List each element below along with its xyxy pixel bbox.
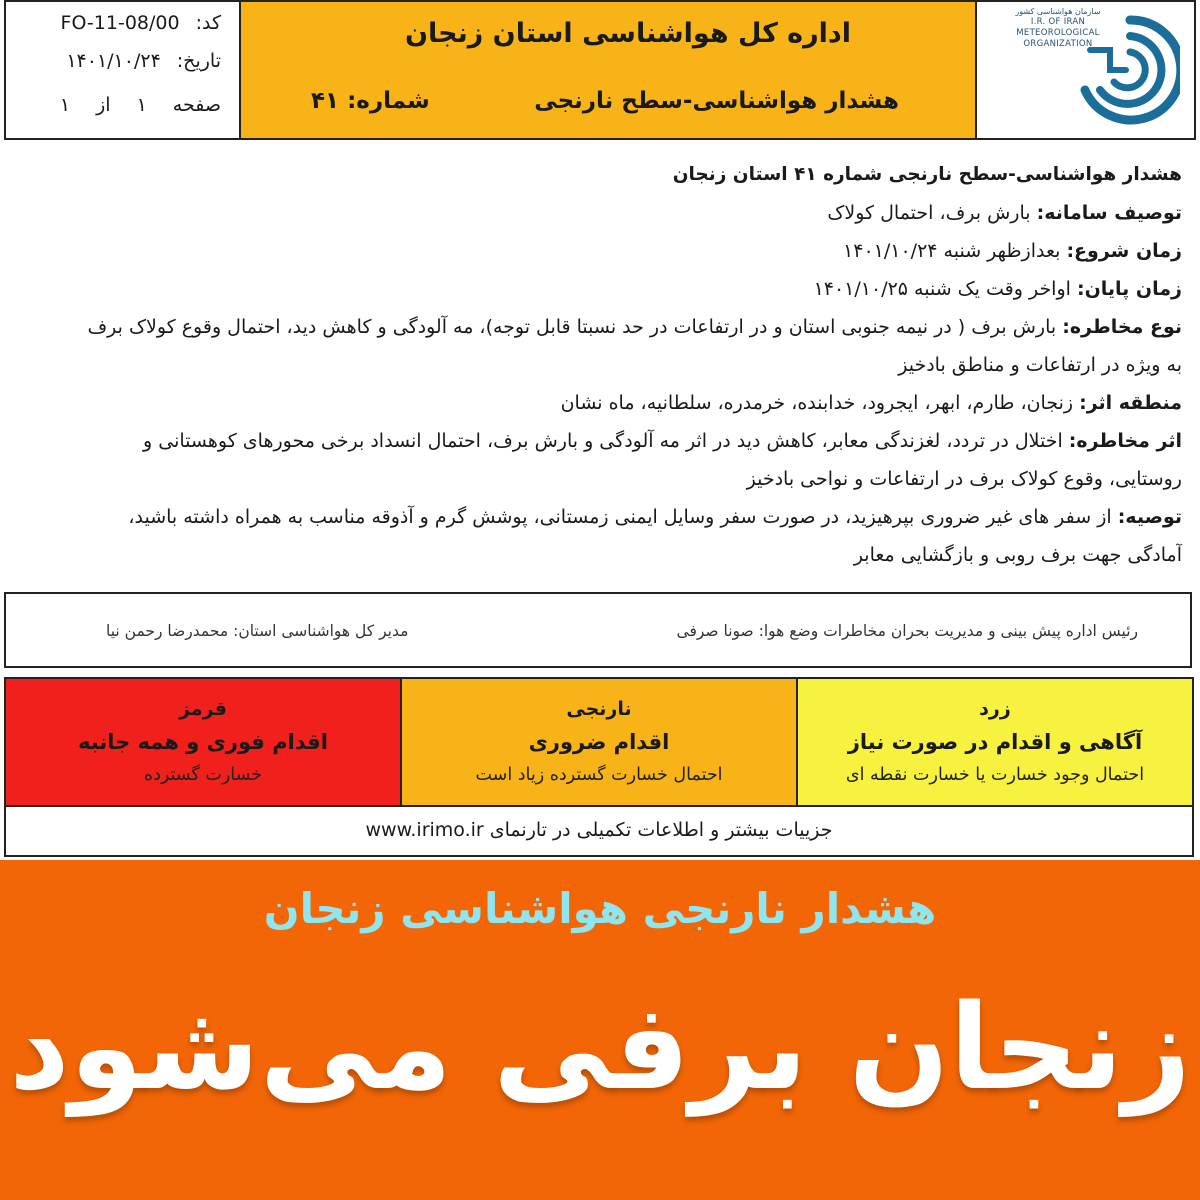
warning-level-legend <box>4 677 1194 807</box>
legend-red-name: قرمز <box>179 698 227 720</box>
page-total: ۱ <box>59 94 71 116</box>
system-value: بارش برف، احتمال کولاک <box>827 202 1037 224</box>
banner-headline: زنجان برفی می‌شود <box>9 978 1191 1116</box>
legend-red <box>6 679 402 805</box>
director-signature: مدیر کل هواشناسی استان: محمدرضا رحمن نیا <box>106 622 409 640</box>
org-name-en-3: ORGANIZATION <box>1023 39 1093 49</box>
signature-box <box>4 592 1192 668</box>
legend-red-action: اقدام فوری و همه جانبه <box>78 730 328 754</box>
banner-subtitle: هشدار نارنجی هواشناسی زنجان <box>263 884 937 933</box>
legend-orange-action: اقدام ضروری <box>528 730 670 754</box>
date-label: تاریخ: <box>176 50 221 72</box>
news-banner <box>0 860 1200 1200</box>
hazard-impact <box>6 422 1182 460</box>
warning-body <box>6 156 1182 574</box>
impact-label: اثر مخاطره: <box>1068 430 1182 452</box>
logo-cell <box>977 2 1194 138</box>
document-header <box>4 0 1196 140</box>
warning-heading: هشدار هواشناسی-سطح نارنجی شماره ۴۱ استان زنجان <box>672 164 1182 185</box>
forecast-head-signature: رئیس اداره پیش بینی و مدیریت بحران مخاطرات وضع هوا: صونا صرفی <box>676 622 1138 640</box>
hazard-value: بارش برف ( در نیمه جنوبی استان و در ارتفاعات در حد نسبتا قابل توجه)، مه آلودگی و کاهش دید، احتمال وقوع کولاک برف <box>87 316 1063 338</box>
start-value: بعدازظهر شنبه ۱۴۰۱/۱۰/۲۴ <box>843 240 1067 262</box>
advice-continued: آمادگی جهت برف روبی و بازگشایی معابر <box>853 544 1182 566</box>
advice-value: از سفر های غیر ضروری بپرهیزید، در صورت سفر وسایل ایمنی زمستانی، پوشش گرم و آذوقه مناسب به همراه داشته باشید، <box>128 506 1118 528</box>
advice-label: توصیه: <box>1117 506 1182 528</box>
office-title: اداره کل هواشناسی استان زنجان <box>404 18 852 49</box>
org-name-en-2: METEOROLOGICAL <box>1016 28 1100 38</box>
page-of: از <box>96 94 111 116</box>
header-title-cell <box>239 2 977 138</box>
warning-number: شماره: ۴۱ <box>311 88 430 114</box>
advice <box>6 498 1182 536</box>
header-meta-cell <box>6 2 239 138</box>
code-row <box>61 12 221 34</box>
org-name-en-1: I.R. OF IRAN <box>1030 17 1086 27</box>
hazard-type <box>6 308 1182 346</box>
legend-yellow <box>798 679 1192 805</box>
meteorological-organization-logo-icon <box>1070 10 1180 130</box>
start-label: زمان شروع: <box>1066 240 1182 262</box>
hazard-impact-continued: روستایی، وقوع کولاک برف در ارتفاعات و نواحی بادخیز <box>746 468 1182 490</box>
org-name-fa: سازمان هواشناسی کشور <box>1015 7 1101 16</box>
area-label: منطقه اثر: <box>1079 392 1182 414</box>
legend-orange-name: نارنجی <box>566 698 632 720</box>
area-value: زنجان، طارم، ابهر، ایجرود، خدابنده، خرمدره، سلطانیه، ماه نشان <box>560 392 1080 414</box>
legend-yellow-action: آگاهی و اقدام در صورت نیاز <box>847 730 1143 754</box>
end-value: اواخر وقت یک شنبه ۱۴۰۱/۱۰/۲۵ <box>813 278 1077 300</box>
legend-red-damage: خسارت گسترده <box>143 765 263 785</box>
legend-yellow-damage: احتمال وجود خسارت یا خسارت نقطه ای <box>845 765 1145 785</box>
impact-value: اختلال در تردد، لغزندگی معابر، کاهش دید در اثر مه آلودگی و بارش برف، احتمال انسداد برخی محورهای کوهستانی و <box>143 430 1069 452</box>
page-row <box>60 94 221 116</box>
legend-yellow-name: زرد <box>979 698 1011 720</box>
code-value: FO-11-08/00 <box>60 12 180 34</box>
date-value: ۱۴۰۱/۱۰/۲۴ <box>66 50 161 72</box>
system-description <box>6 194 1182 232</box>
hazard-label: نوع مخاطره: <box>1062 316 1182 338</box>
more-info-link[interactable]: جزییات بیشتر و اطلاعات تکمیلی در تارنمای www.irimo.ir <box>4 805 1194 857</box>
system-label: توصیف سامانه: <box>1036 202 1182 224</box>
warning-level-label: هشدار هواشناسی-سطح نارنجی <box>534 88 899 114</box>
page-current: ۱ <box>136 94 147 116</box>
legend-orange-damage: احتمال خسارت گسترده زیاد است <box>475 765 723 785</box>
page-label: صفحه <box>172 94 221 116</box>
date-row <box>66 50 221 72</box>
start-time <box>6 232 1182 270</box>
end-time <box>6 270 1182 308</box>
affected-area <box>6 384 1182 422</box>
end-label: زمان پایان: <box>1076 278 1182 300</box>
hazard-type-continued: به ویژه در ارتفاعات و مناطق بادخیز <box>898 354 1182 376</box>
code-label: کد: <box>195 12 221 34</box>
legend-orange <box>402 679 798 805</box>
